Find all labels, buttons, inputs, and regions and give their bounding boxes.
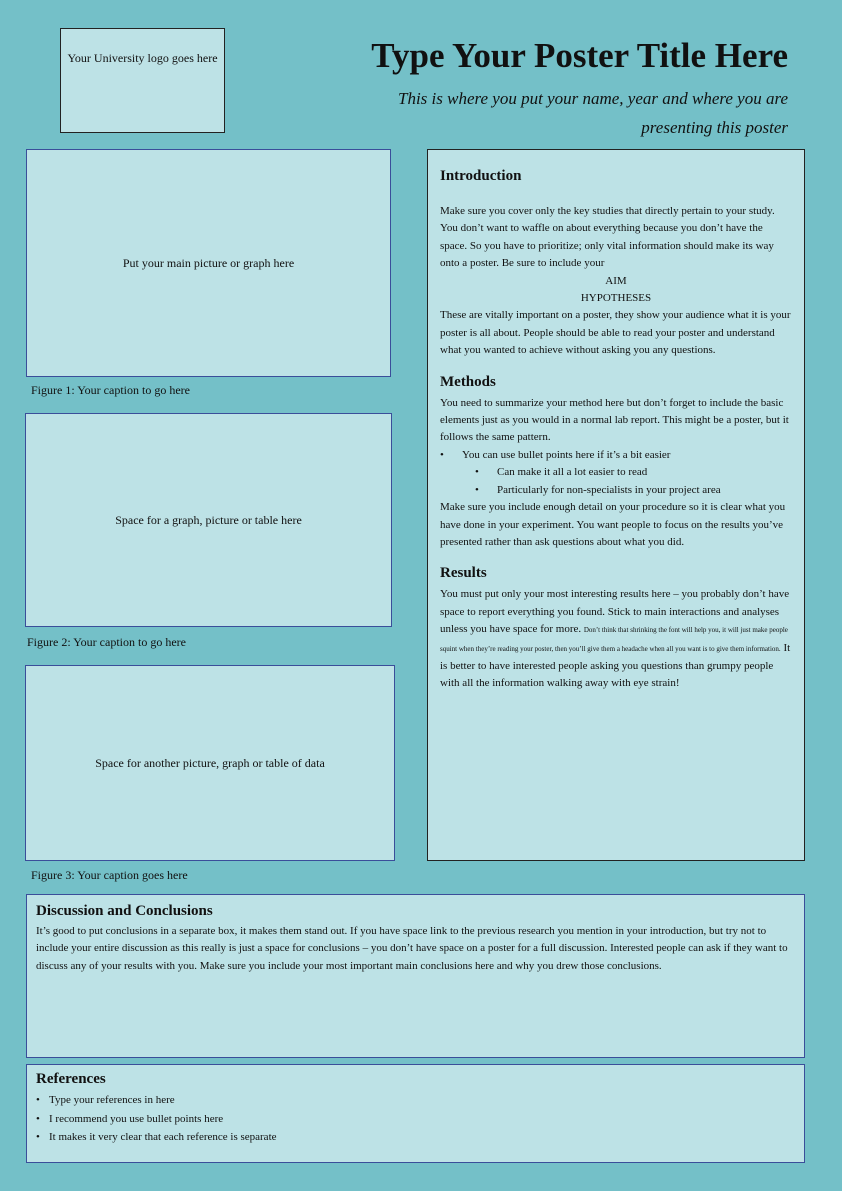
introduction-hypotheses: HYPOTHESES bbox=[580, 292, 652, 305]
results-tiny-text: Don’t think that shrinking the font will help you, it will just make people squint when they’re reading your poster, then you’ll give them a headache when all you want is to give them information. bbox=[440, 626, 788, 653]
methods-heading: Methods bbox=[440, 373, 496, 390]
figure-3-caption: Figure 3: Your caption goes here bbox=[31, 868, 188, 882]
methods-sub-bullet: • Particularly for non-specialists in your project area bbox=[440, 482, 792, 499]
introduction-heading: Introduction bbox=[440, 168, 522, 184]
introduction-text-2: These are vitally important on a poster, they show your audience what it is your poster is all about. People should be able to read your poster and understand what you wanted to achieve without asking you any questions. bbox=[440, 309, 791, 357]
discussion-heading: Discussion and Conclusions bbox=[36, 903, 213, 919]
discussion-text: It’s good to put conclusions in a separate box, it makes them stand out. If you have space link to the previous research you mention in your introduction, but try not to include your entire discussion as this really is just a space for conclusions – you don’t have space on a poster for a full discussion. Interested people can ask if they want to discuss any of your results with you. Make sure you include your most important main conclusions here and why you drew those conclusions. bbox=[36, 925, 788, 972]
right-column-panel bbox=[427, 149, 805, 861]
results-text-end: It is better to have interested people asking you questions than grumpy people with all the information walking away with eye strain! bbox=[440, 641, 791, 690]
introduction-aim: AIM bbox=[605, 274, 627, 287]
reference-item: • It makes it very clear that each reference is separate bbox=[36, 1128, 795, 1147]
methods-bullet: • You can use bullet points here if it’s a bit easier bbox=[440, 447, 792, 464]
logo-text: Your University logo goes here bbox=[67, 51, 218, 65]
figure-3-placeholder bbox=[25, 665, 395, 861]
figure-2-caption: Figure 2: Your caption to go here bbox=[27, 635, 186, 649]
references-heading: References bbox=[36, 1071, 106, 1087]
methods-text-2: Make sure you include enough detail on your procedure so it is clear what you have done in your experiment. You want people to focus on the results you’ve presented rather than ask questions about what you did. bbox=[440, 501, 786, 548]
reference-item: • Type your references in here bbox=[36, 1091, 795, 1110]
methods-sub-bullet: • Can make it all a lot easier to read bbox=[440, 464, 792, 481]
methods-sub-bullets bbox=[440, 464, 792, 499]
figure-1-caption: Figure 1: Your caption to go here bbox=[31, 383, 190, 397]
references-list bbox=[36, 1091, 795, 1147]
figure-2-text: Space for a graph, picture or table here bbox=[115, 512, 302, 527]
figure-3-text: Space for another picture, graph or table of data bbox=[95, 755, 325, 770]
references-panel bbox=[26, 1064, 805, 1163]
discussion-panel bbox=[26, 894, 805, 1058]
figure-2-placeholder bbox=[25, 413, 392, 627]
results-text-main: You must put only your most interesting results here – you probably don’t have space to report everything you found. Stick to main interactions and analyses unless you have space for more. bbox=[440, 588, 790, 636]
figure-1-text: Put your main picture or graph here bbox=[122, 255, 295, 270]
poster-subtitle: This is where you put your name, year and where you are presenting this poster bbox=[398, 89, 788, 137]
methods-bullets bbox=[440, 447, 792, 464]
figure-1-placeholder bbox=[26, 149, 391, 377]
introduction-text: Make sure you cover only the key studies that directly pertain to your study. You don’t want to waffle on about everything because you don’t have the space. So you have to prioritize; only vital information should make its way onto a poster. Be sure to include your bbox=[440, 205, 775, 270]
university-logo-placeholder bbox=[60, 28, 225, 133]
poster-title: Type Your Poster Title Here bbox=[371, 36, 788, 75]
results-heading: Results bbox=[440, 565, 487, 582]
methods-text: You need to summarize your method here but don’t forget to include the basic elements just as you would in a normal lab report. This might be a poster, but it follows the same pattern. bbox=[440, 396, 789, 444]
results-text bbox=[440, 586, 792, 692]
reference-item: • I recommend you use bullet points here bbox=[36, 1110, 795, 1129]
